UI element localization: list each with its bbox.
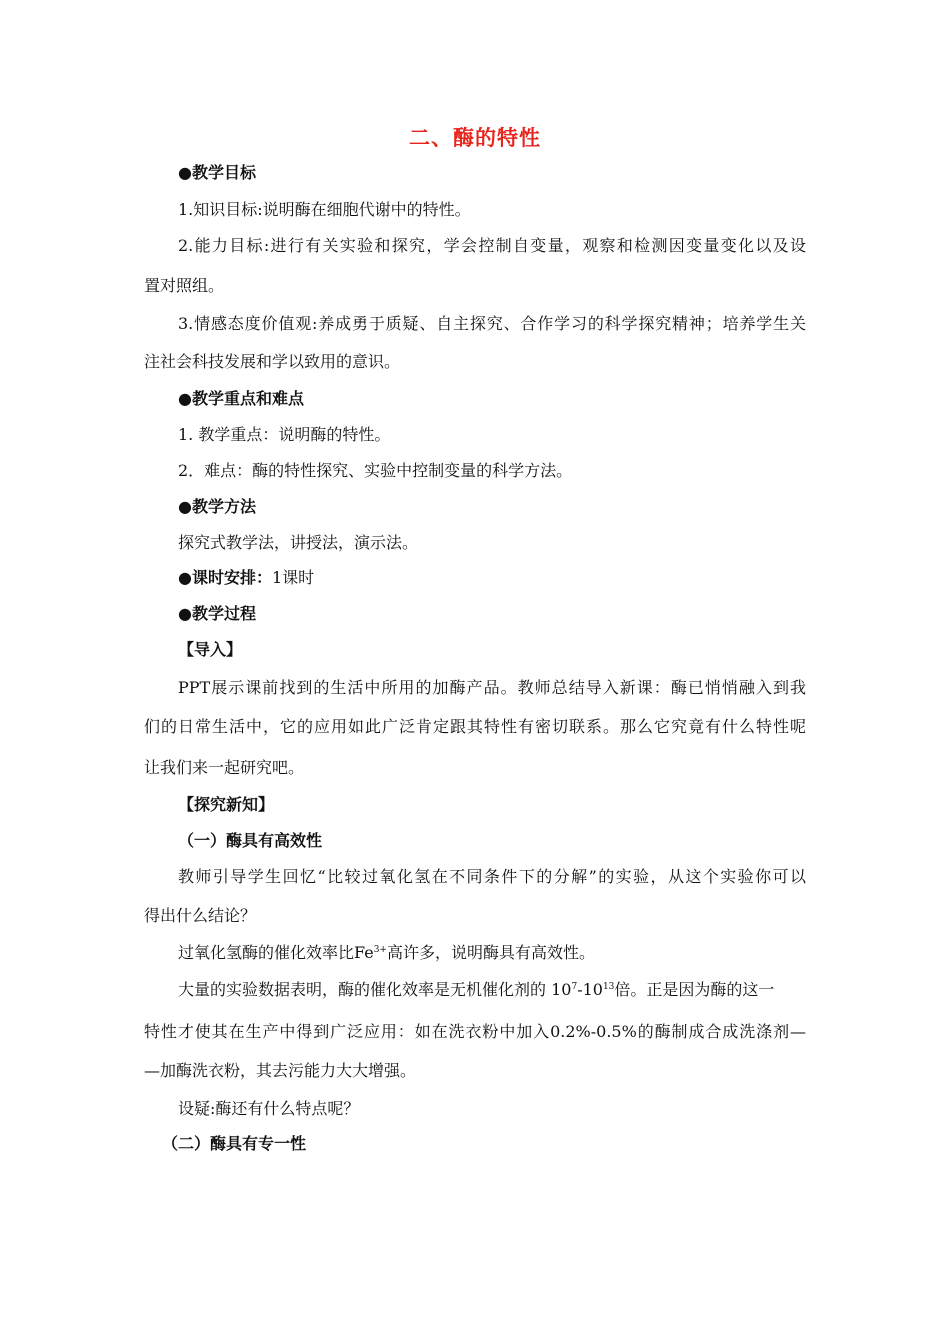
section2-heading: （二）酶具有专一性 — [162, 1134, 307, 1153]
methods-text: 探究式教学法，讲授法，演示法。 — [178, 533, 419, 552]
objective-ability-line1: 2.能力目标:进行有关实验和探究，学会控制自变量，观察和检测因变量变化以及设 — [178, 236, 806, 255]
section1-question: 设疑:酶还有什么特点呢？ — [178, 1099, 360, 1118]
schedule-line — [178, 568, 314, 588]
section1-para3-post: 倍。正是因为酶的这一 — [614, 980, 775, 999]
section1-para3-line1 — [178, 980, 774, 1000]
section1-para2 — [178, 943, 595, 963]
schedule-label: ●课时安排： — [178, 568, 272, 587]
keypoint-difficulty: 2．难点：酶的特性探究、实验中控制变量的科学方法。 — [178, 461, 573, 480]
section1-para3-line3: —加酶洗衣粉，其去污能力大大增强。 — [144, 1061, 417, 1080]
objective-attitude-line1: 3.情感态度价值观:养成勇于质疑、自主探究、合作学习的科学探究精神；培养学生关 — [178, 314, 806, 333]
section1-para3-pre: 大量的实验数据表明，酶的催化效率是无机催化剂的 10 — [178, 980, 572, 999]
explore-heading: 【探究新知】 — [178, 795, 275, 814]
objective-ability-line2: 置对照组。 — [144, 276, 225, 295]
schedule-value: 1课时 — [271, 568, 315, 587]
intro-line1: PPT展示课前找到的生活中所用的加酶产品。教师总结导入新课：酶已悄悄融入到我 — [178, 678, 806, 697]
section1-para2-post: 高许多，说明酶具有高效性。 — [386, 943, 595, 962]
section1-para1-line2: 得出什么结论？ — [144, 906, 257, 925]
keypoint-focus: 1. 教学重点：说明酶的特性。 — [178, 425, 391, 444]
keypoints-heading: ●教学重点和难点 — [178, 389, 304, 408]
section1-para2-pre: 过氧化氢酶的催化效率比Fe — [178, 943, 374, 962]
objectives-heading: ●教学目标 — [178, 163, 256, 182]
section1-para3-line2: 特性才使其在生产中得到广泛应用：如在洗衣粉中加入0.2%-0.5%的酶制成合成洗涤剂— — [144, 1022, 806, 1041]
section1-para3-sup1: 7 — [571, 982, 578, 992]
section1-heading: （一）酶具有高效性 — [178, 831, 323, 850]
section1-para1-line1: 教师引导学生回忆“比较过氧化氢在不同条件下的分解”的实验，从这个实验你可以 — [178, 867, 806, 886]
objective-attitude-line2: 注社会科技发展和学以致用的意识。 — [144, 352, 401, 371]
section1-para3-sup2: 13 — [602, 982, 615, 992]
page-title: 二、酶的特性 — [409, 126, 541, 150]
intro-line3: 让我们来一起研究吧。 — [144, 758, 305, 777]
intro-heading: 【导入】 — [178, 640, 243, 659]
methods-heading: ●教学方法 — [178, 497, 256, 516]
objective-knowledge: 1.知识目标:说明酶在细胞代谢中的特性。 — [178, 200, 471, 219]
section1-para3-mid: -10 — [577, 980, 603, 999]
section1-para2-sup: 3+ — [373, 945, 387, 955]
intro-line2: 们的日常生活中，它的应用如此广泛肯定跟其特性有密切联系。那么它究竟有什么特性呢 — [144, 717, 806, 736]
process-heading: ●教学过程 — [178, 604, 256, 623]
